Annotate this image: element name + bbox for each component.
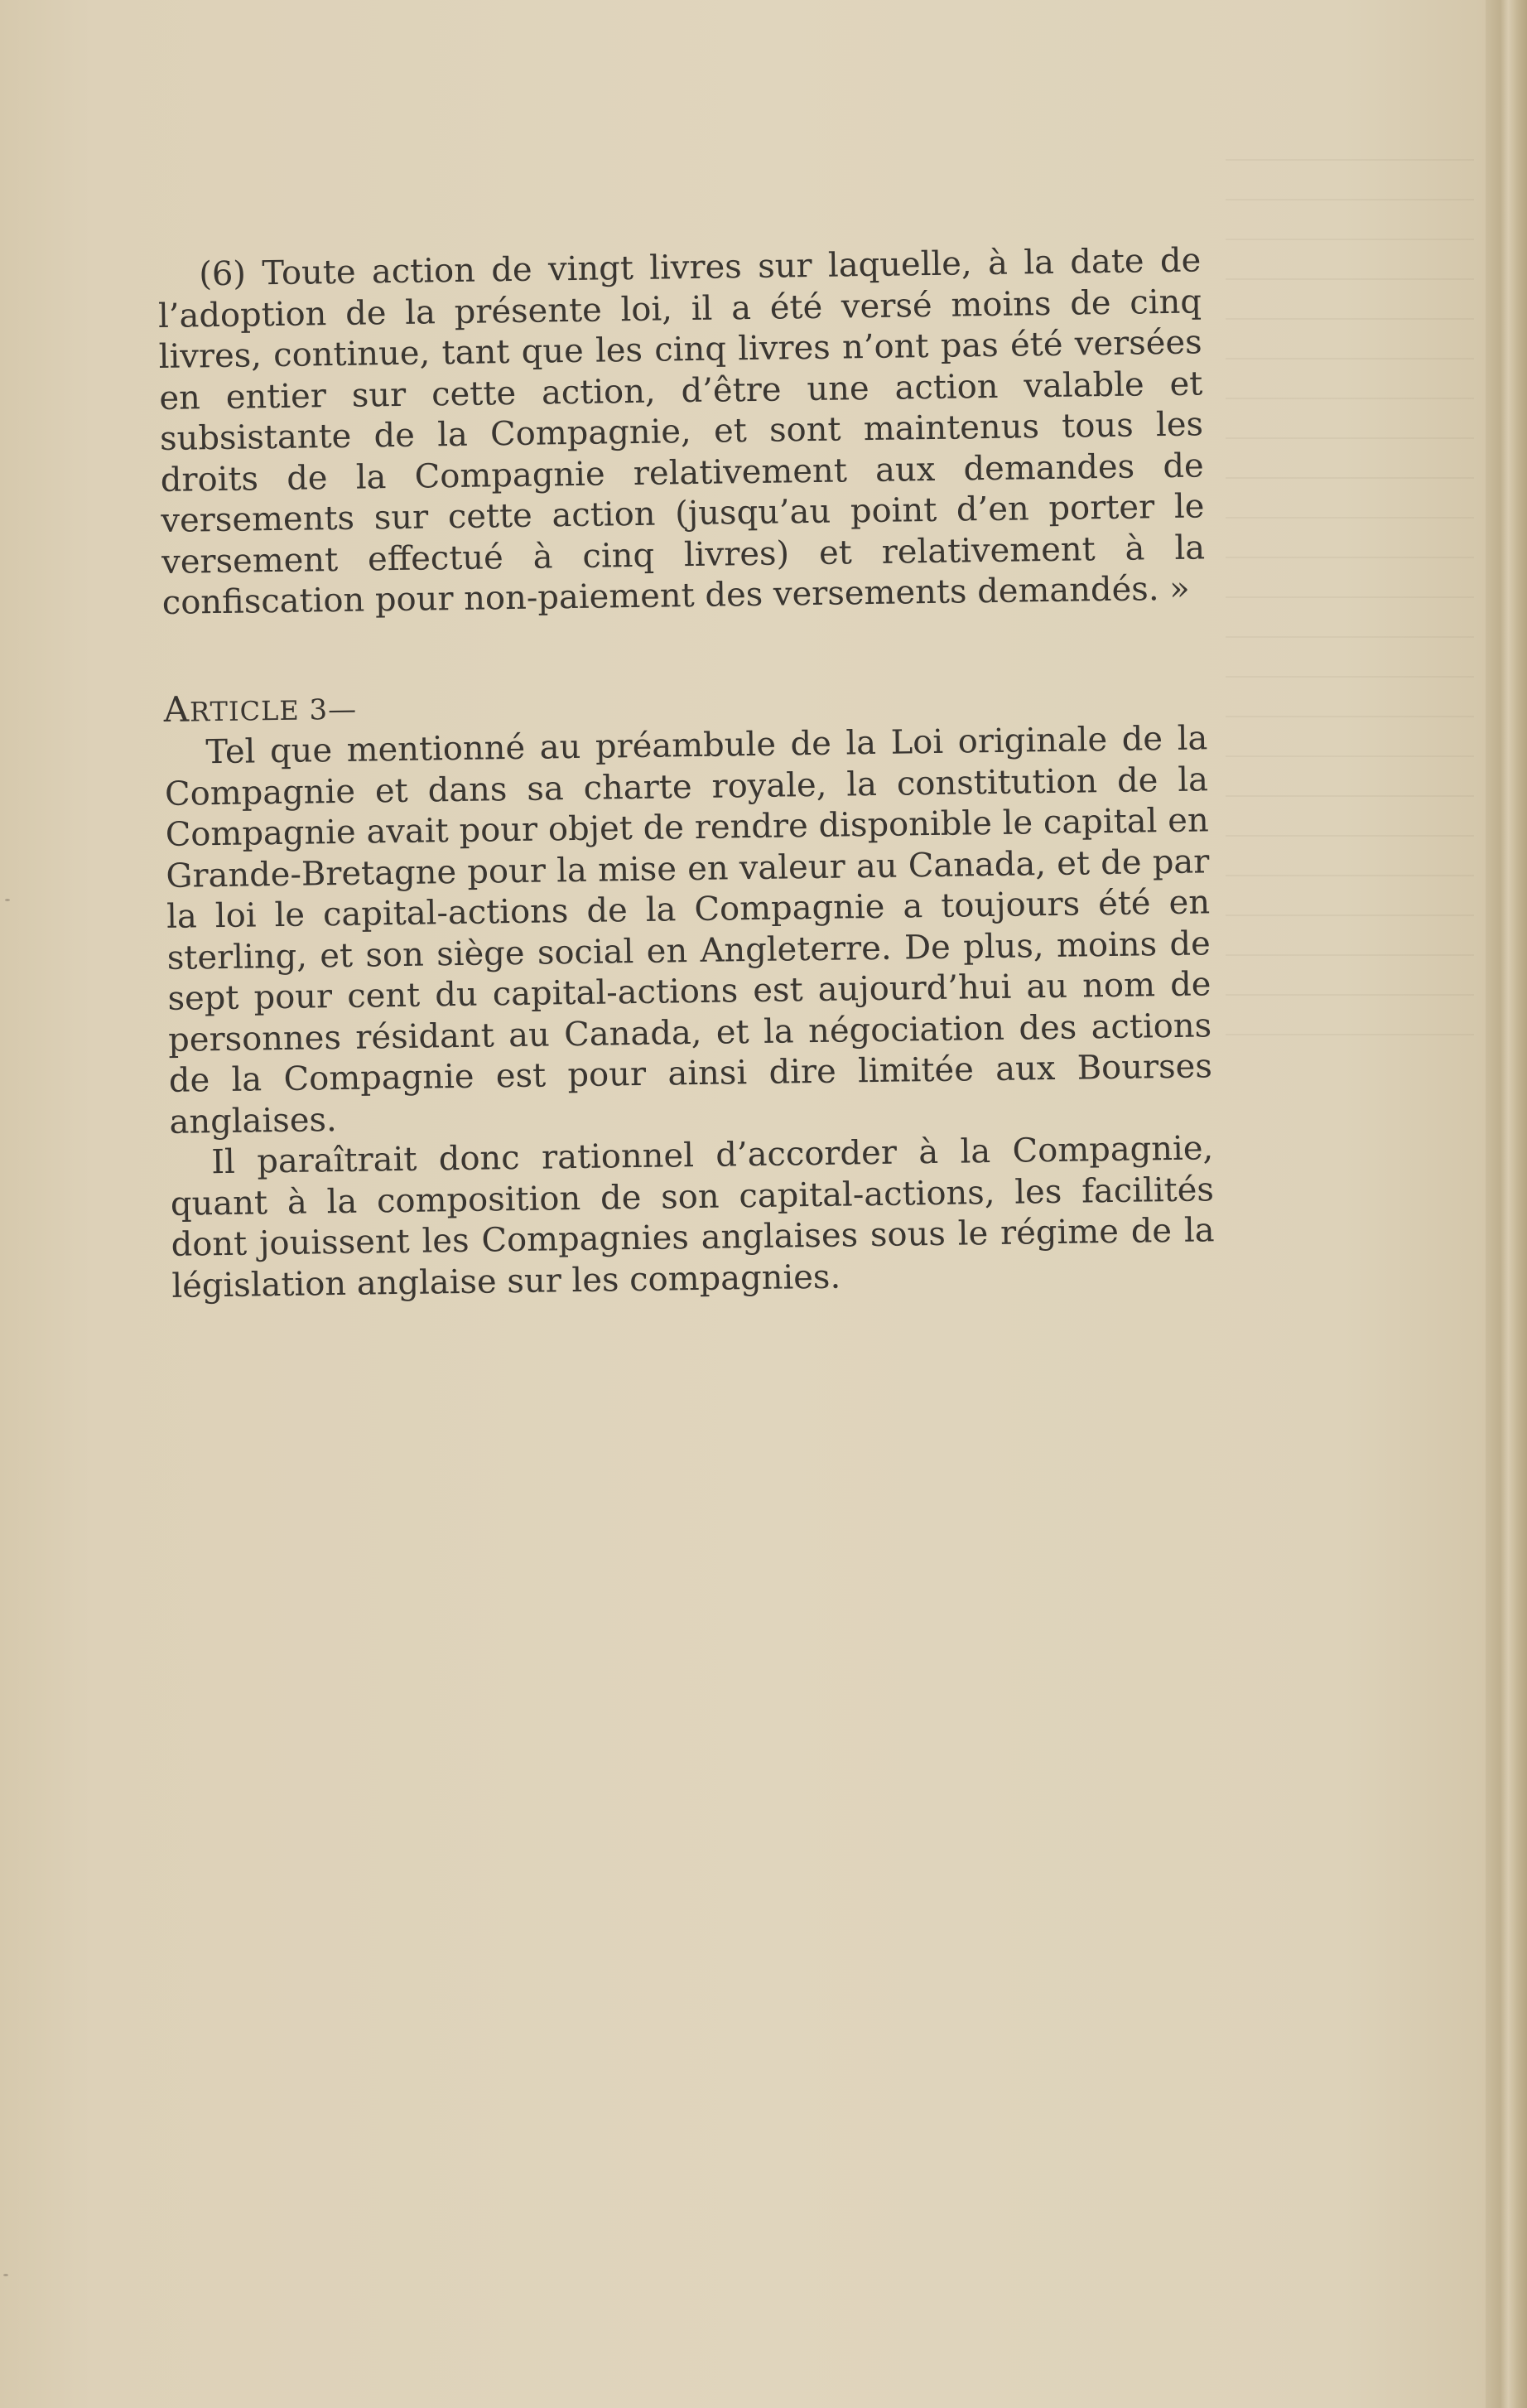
article-heading-smallcaps: RTICLE	[189, 694, 300, 728]
page-edge	[1486, 0, 1527, 2408]
article-paragraph-2: Il paraîtrait donc rationnel d’accorder à la Compagnie, quant à la composition de son capital-actions, les facilités dont jouissent les Compagnies anglaises sous le régime de la législation anglaise sur les compagnies.	[170, 1129, 1215, 1305]
paper-speck	[3, 2274, 8, 2276]
document-body	[157, 240, 1216, 1306]
show-through-text	[1226, 124, 1474, 1035]
paragraph-6: (6) Toute action de vingt livres sur laquelle, à la date de l’adoption de la présente loi, il a été versé moins de cinq livres, continue, tant que les cinq livres n’ont pas été versées en entier sur cette action, d’être une action valable et subsistante de la Compagnie, et sont maintenus tous les droits de la Compagnie relativement aux demandes de versements sur cette action (jusqu’au point d’en porter le versement effectué à cinq livres) et relativement à la confiscation pour non-paiement des versements demandés. »	[157, 241, 1206, 622]
article-paragraph-1: Tel que mentionné au préambule de la Loi originale de la Compagnie et dans sa charte royale, la constitution de la Compagnie avait pour objet de rendre disponible le capital en Grande-Bretagne pour la mise en valeur au Canada, et de par la loi le capital-actions de la Compagnie a toujours été en sterling, et son siège social en Angleterre. De plus, moins de sept pour cent du capital-actions est aujourd’hui au nom de personnes résidant au Canada, et la négociation des actions de la Compagnie est pour ainsi dire limitée aux Bourses anglaises.	[164, 719, 1213, 1141]
article-heading-initial: A	[163, 688, 190, 730]
article-heading-number: 3—	[299, 692, 358, 727]
paper-speck	[5, 899, 10, 901]
